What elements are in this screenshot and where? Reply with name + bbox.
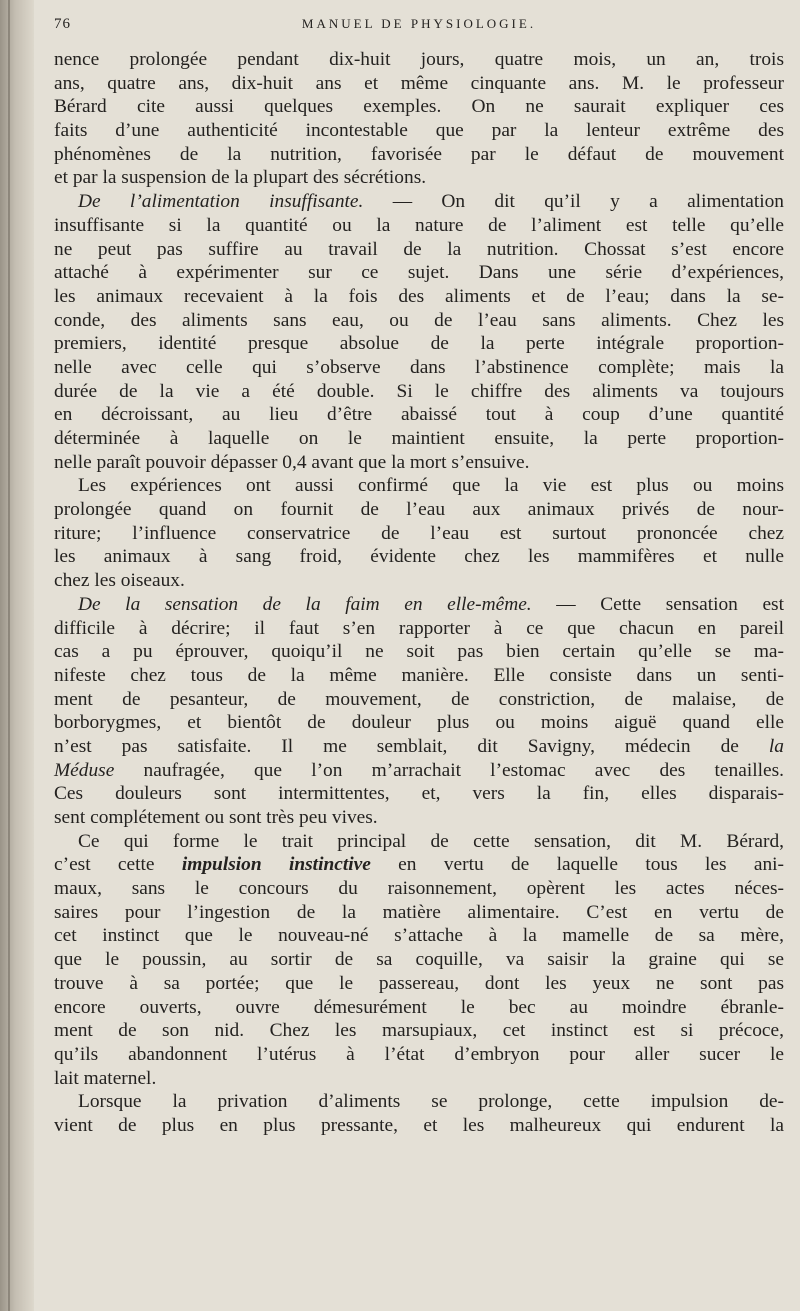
text-run: en vertu de laquelle tous les ani- [370,854,785,876]
text-line: Les expériences ont aussi confirmé que la vie est plus ou moins [78,475,784,497]
text-line: lait maternel. [54,1067,157,1089]
text-line: trouve à sa portée; que le passereau, dont les yeux ne sont pas [54,972,784,994]
text-line: chez les oiseaux. [54,570,185,592]
text-line: faits d’une authenticité incontestable que par la lenteur extrême des [54,120,784,142]
italic-word: la [768,735,784,757]
text-run: n’est pas satisfaite. Il me semblait, dit Savigny, médecin de [54,735,769,757]
text-line: encore ouverts, ouvre démesurément le bec au moindre ébranle- [54,996,784,1018]
italic-word: Méduse [54,759,115,781]
text-run: — On dit qu’il y a alimentation [363,191,784,213]
text-line: nifeste chez tous de la même manière. Elle consiste dans un senti- [54,664,784,686]
text-line [54,593,784,617]
text-line: ment de pesanteur, de mouvement, de constriction, de malaise, de [54,688,784,710]
text-line [54,759,784,783]
page-number: 76 [54,16,71,32]
text-line: vient de plus en plus pressante, et les malheureux qui endurent la [54,1114,784,1136]
running-head [54,16,784,38]
paragraph-2 [54,190,784,593]
text-line: Bérard cite aussi quelques exemples. On ne saurait expliquer ces [54,96,784,118]
text-line [54,735,784,759]
emphasis-text: impulsion instinctive [181,854,371,876]
text-line: sent complétement ou sont très peu vives. [54,807,378,828]
text-line [54,853,784,877]
text-line: Ces douleurs sont intermittentes, et, vers la fin, elles disparais- [54,783,784,805]
text-line: saires pour l’ingestion de la matière alimentaire. C’est en vertu de [54,901,784,923]
text-line: maux, sans le concours du raisonnement, opèrent les actes néces- [54,878,784,900]
paragraph-5 [54,1090,784,1137]
text-line: cas a pu éprouver, quoiqu’il ne soit pas bien certain qu’elle se ma- [54,641,784,663]
text-line [54,190,784,214]
text-line: ans, quatre ans, dix-huit ans et même cinquante ans. M. le professeur [54,72,784,94]
text-run: c’est cette [54,854,182,876]
text-line: qu’ils abandonnent l’utérus à l’état d’embryon pour aller sucer le [54,1043,784,1065]
text-line: phénomènes de la nutrition, favorisée par le défaut de mouvement [54,143,784,165]
text-line: nelle avec celle qui s’observe dans l’abstinence complète; mais la [54,356,784,378]
text-line: riture; l’influence conservatrice de l’eau est surtout prononcée chez [54,522,784,544]
binding-shadow-line [8,0,10,1311]
page-binding-edge [0,0,34,1311]
text-line: les animaux à sang froid, évidente chez les mammifères et nulle [54,546,784,568]
text-line: en décroissant, au lieu d’être abaissé tout à coup d’une quantité [54,404,784,426]
section-heading: De l’alimentation insuffisante. [78,191,364,213]
text-line: insuffisante si la quantité ou la nature de l’aliment est telle qu’elle [54,214,784,236]
text-line: ne peut pas suffire au travail de la nutrition. Chossat s’est encore [54,238,784,260]
body-text [54,48,784,1138]
paragraph-4 [54,830,784,1091]
text-line: Lorsque la privation d’aliments se prolonge, cette impulsion de- [78,1091,784,1113]
text-line: les animaux recevaient à la fois des aliments et de l’eau; dans la se- [54,285,784,307]
text-line: premiers, identité presque absolue de la perte intégrale proportion- [54,333,784,355]
text-line: déterminée à laquelle on le maintient ensuite, la perte proportion- [54,428,784,449]
text-line: que le poussin, au sortir de sa coquille, va saisir la graine qui se [54,949,784,971]
text-line: attaché à expérimenter sur ce sujet. Dans une série d’expériences, [54,262,784,284]
text-run: — Cette sensation est [531,593,784,615]
paragraph-1 [54,48,784,190]
paragraph-3 [54,593,784,830]
running-head-title: MANUEL DE PHYSIOLOGIE. [301,16,537,31]
text-line: nence prolongée pendant dix-huit jours, quatre mois, un an, trois [54,49,784,70]
text-line: et par la suspension de la plupart des sécrétions. [54,167,427,189]
book-page [40,0,800,1311]
text-line: conde, des aliments sans eau, ou de l’eau sans aliments. Chez les [54,309,784,331]
text-line: ment de son nid. Chez les marsupiaux, cet instinct est si précoce, [54,1020,784,1042]
text-line: durée de la vie a été double. Si le chiffre des aliments va toujours [54,380,784,402]
text-line: borborygmes, et bientôt de douleur plus ou moins aiguë quand elle [54,712,784,734]
text-line: prolongée quand on fournit de l’eau aux animaux privés de nour- [54,499,784,521]
text-line: difficile à décrire; il faut s’en rapporter à ce que chacun en pareil [54,617,784,639]
section-heading: De la sensation de la faim en elle-même. [78,593,532,615]
text-line: cet instinct que le nouveau-né s’attache à la mamelle de sa mère, [54,925,784,947]
text-run: naufragée, que l’on m’arrachait l’estomac avec des tenailles. [143,759,784,781]
text-line: nelle paraît pouvoir dépasser 0,4 avant que la mort s’ensuive. [54,451,530,473]
text-line: Ce qui forme le trait principal de cette sensation, dit M. Bérard, [78,830,784,852]
